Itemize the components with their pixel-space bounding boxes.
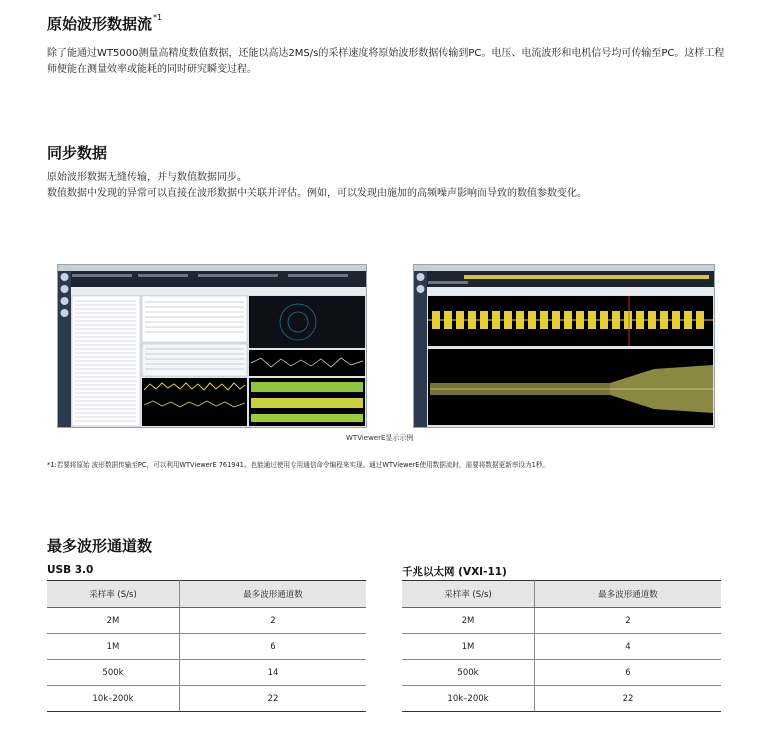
cell-max-channels: 22 [535,686,722,712]
cell-sample-rate: 1M [47,634,180,660]
cell-max-channels: 6 [180,634,367,660]
table-row [402,686,721,712]
cell-max-channels: 6 [535,660,722,686]
table-row [402,608,721,634]
cell-sample-rate: 10k–200k [47,686,180,712]
wtviewer-screenshot-right [413,264,715,428]
cell-max-channels: 14 [180,660,367,686]
table-header-row [47,581,366,608]
wtviewer-screenshot-right-image [414,265,714,427]
cell-sample-rate: 500k [402,660,535,686]
wtviewer-screenshot-left [57,264,367,428]
footnote-ref: *1 [153,13,163,22]
table-header-row [402,581,721,608]
channels-table-ethernet [402,580,721,712]
table-row [402,634,721,660]
cell-max-channels: 2 [180,608,367,634]
cell-max-channels: 22 [180,686,367,712]
cell-sample-rate: 10k–200k [402,686,535,712]
cell-sample-rate: 2M [402,608,535,634]
table-row [47,660,366,686]
section-body-sync-line2: 数值数据中发现的异常可以直接在波形数据中关联并评估。例如，可以发现由施加的高频噪声影响而导致的数值参数变化。 [47,188,587,199]
footnote: *1:若要将原始 波形数据传输至PC，可以利用WTViewerE 761941。也能通过使用专用通信命令编程来实现。通过WTViewerE使用数据流时，需要将数据更新率设为1秒。 [47,461,549,469]
table-row [402,660,721,686]
section-title-text: 原始波形数据流 [47,15,153,33]
table-label-usb: USB 3.0 [47,564,94,576]
cell-sample-rate: 2M [47,608,180,634]
screenshot-caption: WTViewerE显示示例 [346,434,414,442]
wtviewer-screenshot-left-image [58,265,366,427]
column-header-sample-rate: 采样率 (S/s) [402,581,535,608]
column-header-max-channels: 最多波形通道数 [180,581,367,608]
cell-max-channels: 4 [535,634,722,660]
table-row [47,686,366,712]
table-row [47,608,366,634]
section-title-max-channels: 最多波形通道数 [47,537,153,555]
section-title-raw-waveform [47,13,162,34]
column-header-sample-rate: 采样率 (S/s) [47,581,180,608]
section-title-sync-data: 同步数据 [47,144,108,162]
section-body-raw-waveform: 除了能通过WT5000测量高精度数值数据，还能以高达2MS/s的采样速度将原始波形数据传输到PC。电压、电流波形和电机信号均可传输至PC。这样工程师便能在测量效率或能耗的同时研究瞬变过程。 [47,48,725,75]
cell-max-channels: 2 [535,608,722,634]
table-label-ethernet: 千兆以太网 (VXI-11) [402,566,507,578]
table-row [47,634,366,660]
cell-sample-rate: 1M [402,634,535,660]
channels-table-usb [47,580,366,712]
section-body-sync-line1: 原始波形数据无缝传输，并与数值数据同步。 [47,172,247,183]
column-header-max-channels: 最多波形通道数 [535,581,722,608]
cell-sample-rate: 500k [47,660,180,686]
